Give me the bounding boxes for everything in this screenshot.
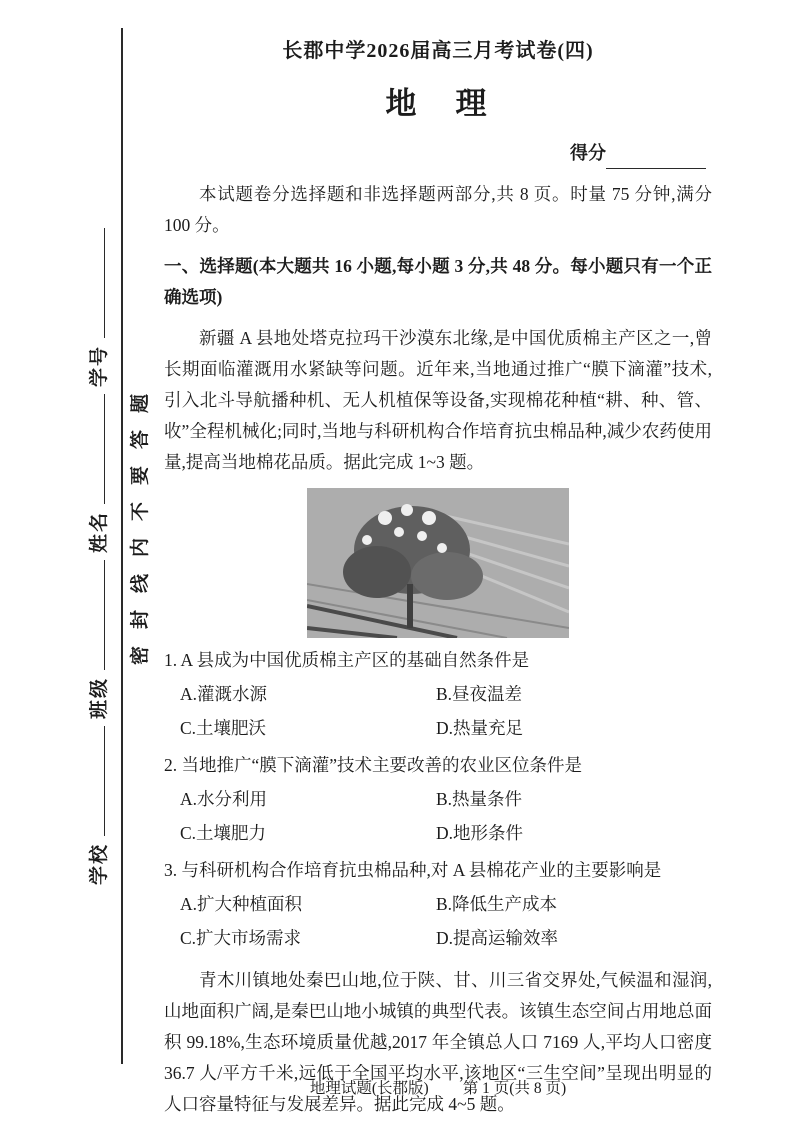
passage-1: 新疆 A 县地处塔克拉玛干沙漠东北缘,是中国优质棉主产区之一,曾长期面临灌溉用水紧缺等问题。近年来,当地通过推广“膜下滴灌”技术,引入北斗导航播种机、无人机植保等设备,实现棉花种植“耕、种、管、收”全程机械化;同时,当地与科研机构合作培育抗虫棉品种,减少农药使用量,提高当地棉花品质。据此完成 1~3 题。 — [164, 328, 712, 472]
field-label-student-id: 学号 — [89, 344, 110, 387]
field-label-name: 姓名 — [89, 510, 110, 553]
footer-page-number: 第 1 页(共 8 页) — [462, 1080, 567, 1097]
question-2-option-b: B.热量条件 — [436, 789, 523, 809]
question-1-option-b: B.昼夜温差 — [436, 684, 523, 704]
question-2-option-c: C.土壤肥力 — [180, 823, 267, 843]
footer-exam-name: 地理试题(长郡版) — [309, 1080, 429, 1097]
question-3-option-d: D.提高运输效率 — [436, 928, 559, 948]
subject-title: 地 理 — [385, 86, 491, 121]
cotton-field-photo — [307, 488, 569, 638]
question-1 — [164, 644, 712, 745]
passage-2: 青木川镇地处秦巴山地,位于陕、甘、川三省交界处,气候温和湿润,山地面积广阔,是秦巴山地小城镇的典型代表。该镇生态空间占用地总面积 99.18%,生态环境质量优越,2017 年全镇总人口 7169 人,平均人口密度 36.7 人/平方千米,远低于全国平均水平,该地区“三生空间”呈现出明显的人口容量特征与发展差异。据此完成 4~5 题。 — [164, 970, 712, 1114]
student-id-blank — [87, 228, 105, 338]
score-blank — [606, 147, 706, 169]
question-2-option-d: D.地形条件 — [436, 823, 524, 843]
exam-instructions: 本试题卷分选择题和非选择题两部分,共 8 页。时量 75 分钟,满分 100 分。 — [164, 184, 712, 235]
class-blank — [87, 560, 105, 670]
question-2 — [164, 749, 712, 850]
question-2-option-a: A.水分利用 — [180, 789, 268, 809]
question-1-option-d: D.热量充足 — [436, 718, 524, 738]
question-1-stem: 1. A 县成为中国优质棉主产区的基础自然条件是 — [164, 650, 530, 670]
question-3-stem: 3. 与科研机构合作培育抗虫棉品种,对 A 县棉花产业的主要影响是 — [164, 860, 662, 880]
question-2-stem: 2. 当地推广“膜下滴灌”技术主要改善的农业区位条件是 — [164, 755, 583, 775]
question-3-options — [164, 887, 712, 955]
question-3 — [164, 854, 712, 955]
school-blank — [87, 726, 105, 836]
question-1-option-a: A.灌溉水源 — [180, 684, 268, 704]
question-2-options — [164, 782, 712, 850]
page-footer — [164, 1076, 712, 1098]
score-label: 得分 — [570, 143, 606, 163]
question-1-options — [164, 677, 712, 745]
question-3-option-a: A.扩大种植面积 — [180, 894, 303, 914]
question-1-option-c: C.土壤肥沃 — [180, 718, 267, 738]
field-label-school: 学校 — [89, 842, 110, 885]
section-title: 一、选择题(本大题共 16 小题,每小题 3 分,共 48 分。每小题只有一个正确选项) — [164, 256, 712, 307]
score-field — [164, 138, 706, 169]
question-3-option-b: B.降低生产成本 — [436, 894, 558, 914]
seal-rule-line — [121, 28, 123, 1064]
exam-content — [164, 36, 712, 1120]
student-info-line — [84, 195, 110, 885]
question-3-option-c: C.扩大市场需求 — [180, 928, 302, 948]
exam-title: 长郡中学2026届高三月考试卷(四) — [282, 40, 594, 62]
field-label-class: 班级 — [89, 676, 110, 719]
seal-text: 密封线内不要答题 — [130, 377, 151, 666]
name-blank — [87, 394, 105, 504]
